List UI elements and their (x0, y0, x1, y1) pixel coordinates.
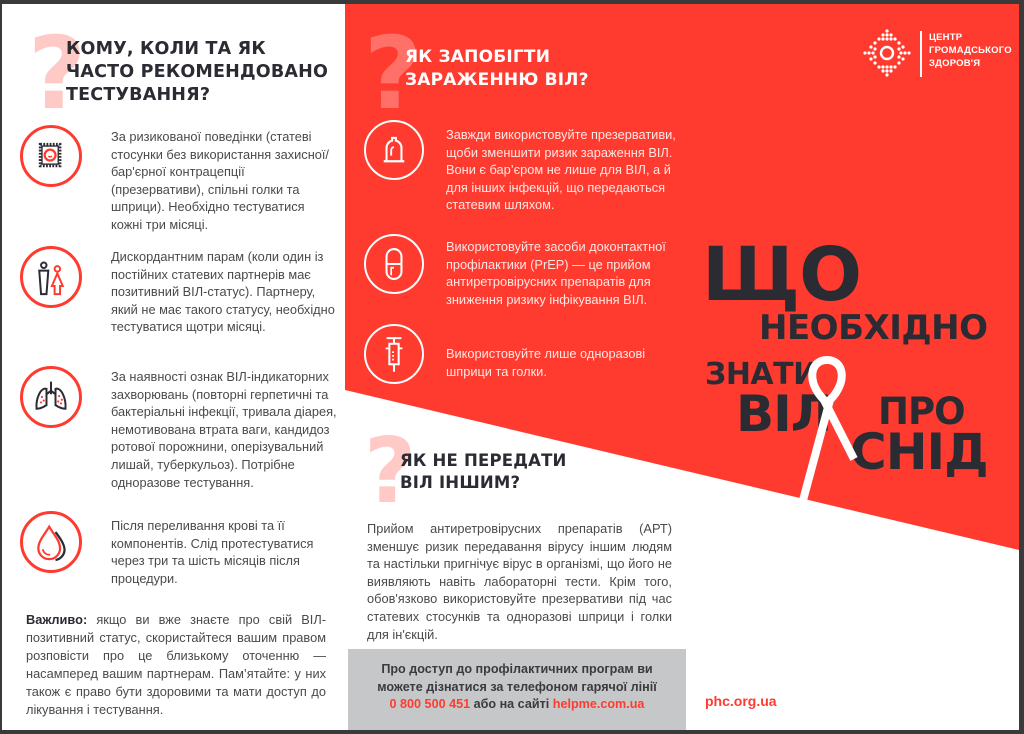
important-note (26, 611, 326, 719)
prevention-item-text: Використовуйте лише одноразові шприци та голки. (446, 346, 646, 379)
logo-text (929, 31, 1012, 70)
couple-icon (20, 246, 82, 308)
art-text: Прийом антиретровірусних препаратів (АРТ) зменшує ризик передавання вірусу іншим людям та настільки пригнічує вірус в організмі, що його не виявляють навіть лабораторні тести. Крім того, обов'язково використовуйте презервативи під час статевих стосунків та одноразові шприци і голки для ін'єкцій. (367, 521, 672, 642)
logo-divider (920, 31, 922, 77)
left-heading-line: ТЕСТУВАННЯ? (66, 85, 211, 105)
hotline-connector: або на сайті (470, 697, 553, 711)
question-mark-decoration: ? (28, 15, 87, 132)
logo-line: ЦЕНТР (929, 32, 963, 43)
leaflet-page (2, 4, 1019, 730)
question-mark-decoration: ? (364, 15, 423, 132)
hotline-line-2: можете дізнатися за телефоном гарячої лінії (377, 679, 657, 694)
title-word: ВІЛ (736, 385, 832, 443)
hotline-phone[interactable]: 0 800 500 451 (389, 697, 471, 711)
important-label: Важливо: (26, 612, 88, 627)
testing-item-text: Дискордантним парам (коли один із постійних статевих партнерів має позитивний ВІЛ-статус). Партнеру, який не має такого статусу, необхідно тестуватися щотри місяці. (111, 249, 335, 335)
hotline-site-link[interactable]: helpme.com.ua (552, 697, 645, 711)
prevention-heading (405, 46, 665, 92)
title-word: СНІД (850, 423, 988, 481)
title-word: ЩО (702, 232, 862, 318)
left-heading-line: ЧАСТО РЕКОМЕНДОВАНО (66, 62, 329, 82)
blood-drop-icon (20, 511, 82, 573)
prevention-item-text: Використовуйте засоби доконтактної профілактики (PrEP) — це прийом антиретровірусних препаратів для зниження ризику інфікування ВІЛ. (446, 239, 666, 307)
hotline-line-1: Про доступ до профілактичних програм ви (381, 662, 653, 676)
title-word: НЕОБХІДНО (759, 308, 988, 348)
phc-logo (860, 26, 1010, 76)
testing-item-text: Після переливання крові та її компонентів. Слід протестуватися через три та шість місяців після процедури. (111, 518, 314, 586)
prevention-heading-line: ЗАРАЖЕННЮ ВІЛ? (405, 70, 589, 90)
title-word: ЗНАТИ (705, 357, 818, 392)
syringe-icon (364, 324, 424, 384)
left-heading (66, 38, 346, 107)
important-text: якщо ви вже знаєте про свій ВІЛ-позитивний статус, скористайтеся вашим правом розповісти про це близькому оточенню — насамперед вашим партнерам. Пам’ятайте: у них також є право бути здоровими та мати доступ до лікування і тестування. (26, 612, 326, 717)
condom-pack-icon (20, 125, 82, 187)
hotline-line-3 (348, 696, 686, 714)
question-mark-decoration: ? (364, 419, 417, 524)
transmission-heading (400, 450, 660, 494)
phc-site-link[interactable]: phc.org.ua (705, 693, 777, 709)
prevention-heading-line: ЯК ЗАПОБІГТИ (405, 47, 551, 67)
awareness-ribbon-icon (792, 354, 872, 504)
title-word: ПРО (878, 390, 965, 433)
left-heading-line: КОМУ, КОЛИ ТА ЯК (66, 39, 266, 59)
condom-icon (364, 120, 424, 180)
transmission-heading-line: ЯК НЕ ПЕРЕДАТИ (400, 451, 567, 470)
logo-line: ГРОМАДСЬКОГО (929, 45, 1012, 56)
pill-capsule-icon (364, 234, 424, 294)
transmission-heading-line: ВІЛ ІНШИМ? (400, 473, 521, 492)
logo-line: ЗДОРОВ'Я (929, 58, 981, 69)
hotline-box (348, 649, 686, 730)
prevention-item-text: Завжди використовуйте презервативи, щоби зменшити ризик зараження ВІЛ. Вони є бар’єром не лише для ВІЛ, а й для інших інфекцій, що передаються статевим шляхом. (446, 127, 676, 213)
phc-logo-mark-icon (860, 26, 914, 80)
lungs-icon (20, 366, 82, 428)
testing-item-text: За наявності ознак ВІЛ-індикаторних захворювань (повторні герпетичні та бактеріальні інфекції, тривала діарея, немотивована втрата ваги, кандидоз ротової порожнини, оперізувальний лишай, туберкульоз). Потрібне одноразове тестування. (111, 369, 337, 490)
testing-item-text: За ризикованої поведінки (статеві стосунки без використання захисної/бар'єрної контрацепції (презервативи), спільні голки та шприци). Необхідно тестуватися кожні три місяці. (111, 129, 329, 232)
